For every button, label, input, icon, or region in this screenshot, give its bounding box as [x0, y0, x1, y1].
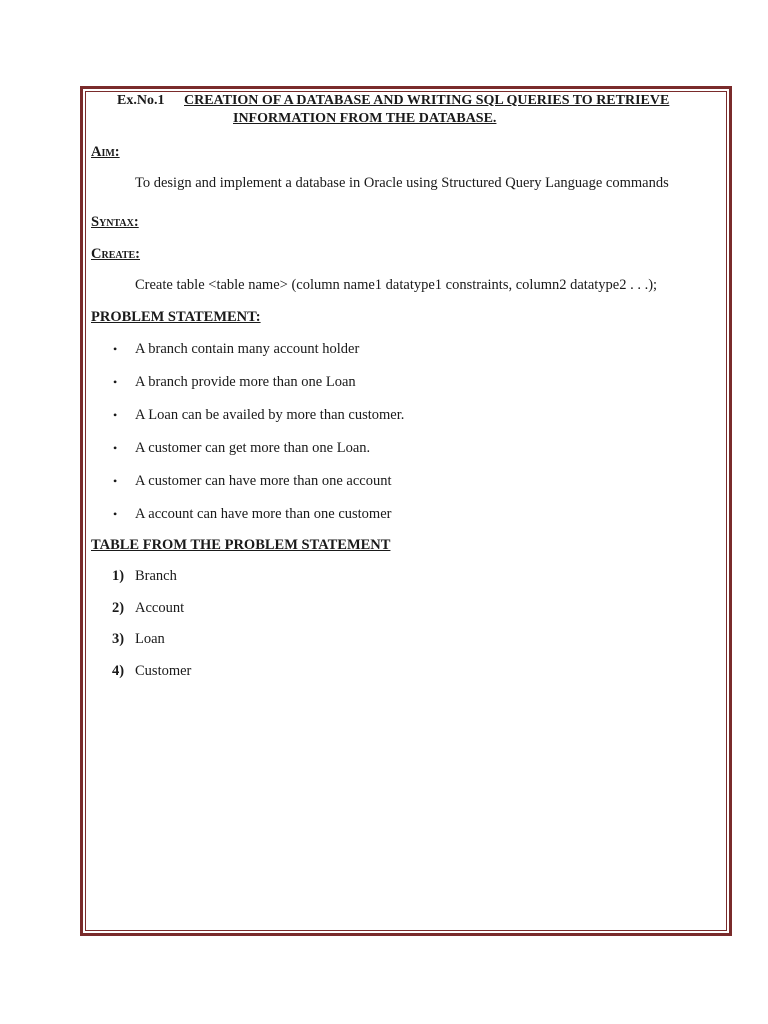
aim-text: To design and implement a database in Oracle using Structured Query Language commands: [135, 175, 669, 191]
bullet-icon: •: [113, 507, 118, 521]
bullet-icon: •: [113, 375, 118, 389]
syntax-heading: Syntax:: [91, 214, 139, 230]
table-name: Loan: [135, 631, 165, 648]
list-item-text: A account can have more than one customer: [135, 506, 392, 522]
list-number: 3): [112, 631, 125, 648]
list-number: 1): [112, 568, 125, 584]
list-item-text: A branch contain many account holder: [135, 341, 360, 357]
list-item-text: A Loan can be availed by more than customer.: [135, 407, 405, 423]
tables-heading: TABLE FROM THE PROBLEM STATEMENT: [91, 537, 391, 553]
create-syntax-text: Create table <table name> (column name1 datatype1 constraints, column2 datatype2 . . .);: [135, 277, 658, 293]
list-number: 4): [112, 663, 125, 680]
bullet-icon: •: [113, 474, 118, 488]
exercise-title-line-1: CREATION OF A DATABASE AND WRITING SQL QUERIES TO RETRIEVE: [184, 93, 670, 108]
create-heading: Create:: [91, 246, 141, 262]
list-number: 2): [112, 599, 125, 616]
table-name: Account: [135, 599, 185, 616]
problem-statement-heading: PROBLEM STATEMENT:: [91, 309, 261, 325]
bullet-icon: •: [113, 408, 118, 422]
exercise-title-line-2: INFORMATION FROM THE DATABASE.: [233, 111, 497, 126]
aim-heading: Aim:: [91, 144, 120, 160]
table-name: Customer: [135, 663, 192, 680]
list-item-text: A branch provide more than one Loan: [135, 374, 356, 390]
list-item-text: A customer can get more than one Loan.: [135, 440, 371, 456]
list-item-text: A customer can have more than one account: [135, 473, 392, 489]
exercise-number: Ex.No.1: [117, 93, 165, 108]
table-name: Branch: [135, 568, 177, 584]
bullet-icon: •: [113, 441, 118, 455]
bullet-icon: •: [113, 342, 118, 356]
